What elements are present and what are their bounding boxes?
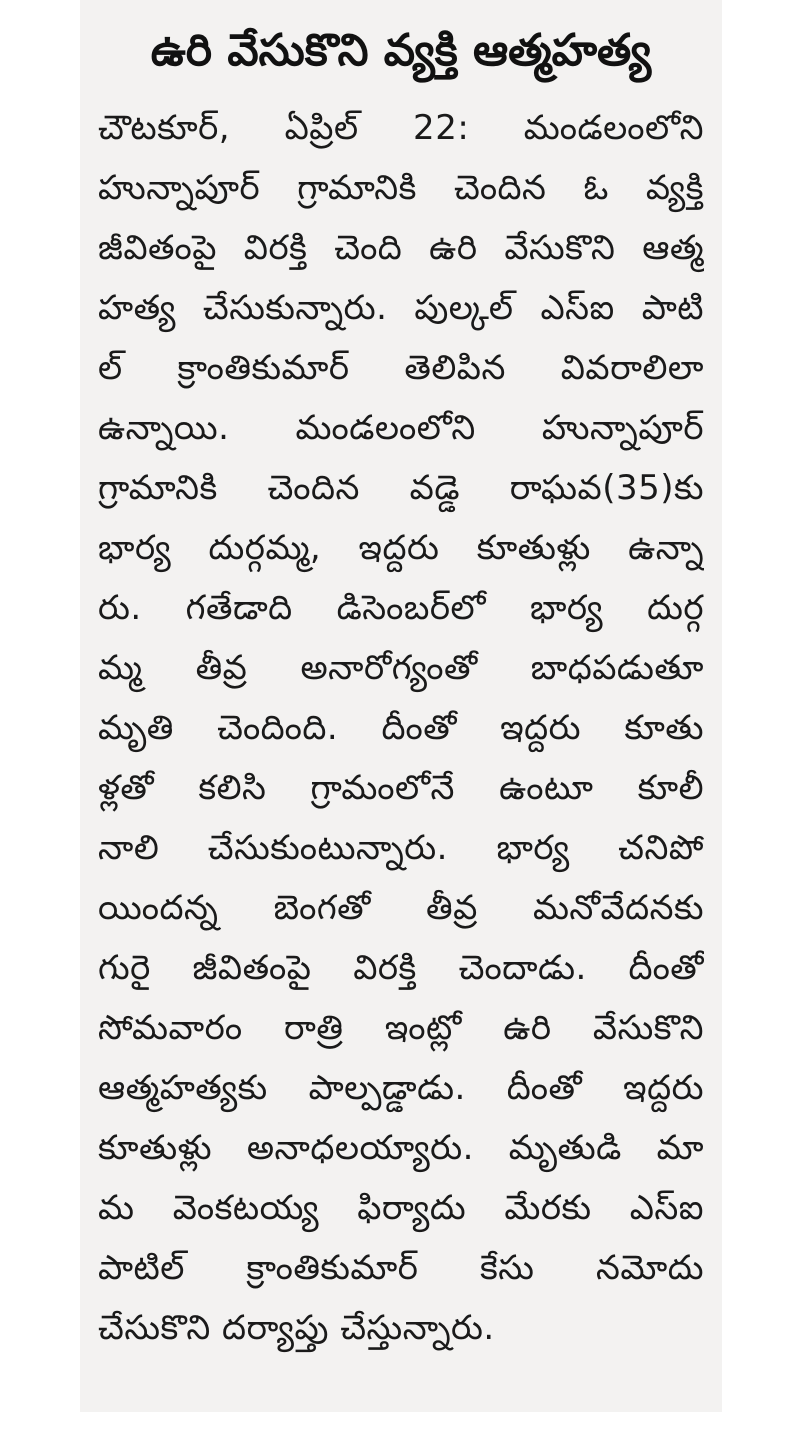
article-line: భార్య దుర్గమ్మ, ఇద్దరు కూతుళ్లు ఉన్నా <box>98 528 704 568</box>
article-line: జీవితంపై విరక్తి చెంది ఉరి వేసుకొని ఆత్మ <box>98 228 704 268</box>
article-line: ళ్లతో కలిసి గ్రామంలోనే ఉంటూ కూలీ <box>98 768 704 808</box>
article-line: గ్రామానికి చెందిన వడ్డె రాఘవ(35)కు <box>98 468 704 508</box>
article-line: మృతి చెందింది. దీంతో ఇద్దరు కూతు <box>98 708 704 748</box>
article-line: సోమవారం రాత్రి ఇంట్లో ఉరి వేసుకొని <box>98 1008 704 1048</box>
article-line: చేసుకొని దర్యాప్తు చేస్తున్నారు. <box>98 1308 495 1348</box>
article-line: మ్మ తీవ్ర అనారోగ్యంతో బాధపడుతూ <box>98 648 704 688</box>
article-line: నాలి చేసుకుంటున్నారు. భార్య చనిపో <box>98 828 704 868</box>
article-line: ల్ క్రాంతికుమార్ తెలిపిన వివరాలిలా <box>98 348 704 388</box>
article-line: యిందన్న బెంగతో తీవ్ర మనోవేదనకు <box>98 888 704 928</box>
article-line: ఉన్నాయి. మండలంలోని హున్నాపూర్ <box>98 408 704 448</box>
article-line: గురై జీవితంపై విరక్తి చెందాడు. దీంతో <box>98 948 704 988</box>
article-line: హత్య చేసుకున్నారు. పుల్కల్ ఎస్ఐ పాటి <box>98 288 704 328</box>
article-body <box>98 98 704 1358</box>
article-line: మ వెంకటయ్య ఫిర్యాదు మేరకు ఎస్ఐ <box>98 1188 704 1228</box>
article-line: రు. గతేడాది డిసెంబర్‌లో భార్య దుర్గ <box>98 588 704 628</box>
article-line: హున్నాపూర్ గ్రామానికి చెందిన ఓ వ్యక్తి <box>98 168 704 208</box>
article-line: చౌటకూర్, ఏప్రిల్ 22: మండలంలోని <box>98 108 704 148</box>
article-line: కూతుళ్లు అనాధలయ్యారు. మృతుడి మా <box>98 1128 704 1168</box>
headline: ఉరి వేసుకొని వ్యక్తి ఆత్మహత్య <box>150 25 652 76</box>
news-clipping <box>80 0 722 1412</box>
article-line: ఆత్మహత్యకు పాల్పడ్డాడు. దీంతో ఇద్దరు <box>98 1068 704 1108</box>
article-line: పాటిల్ క్రాంతికుమార్ కేసు నమోదు <box>98 1248 704 1288</box>
